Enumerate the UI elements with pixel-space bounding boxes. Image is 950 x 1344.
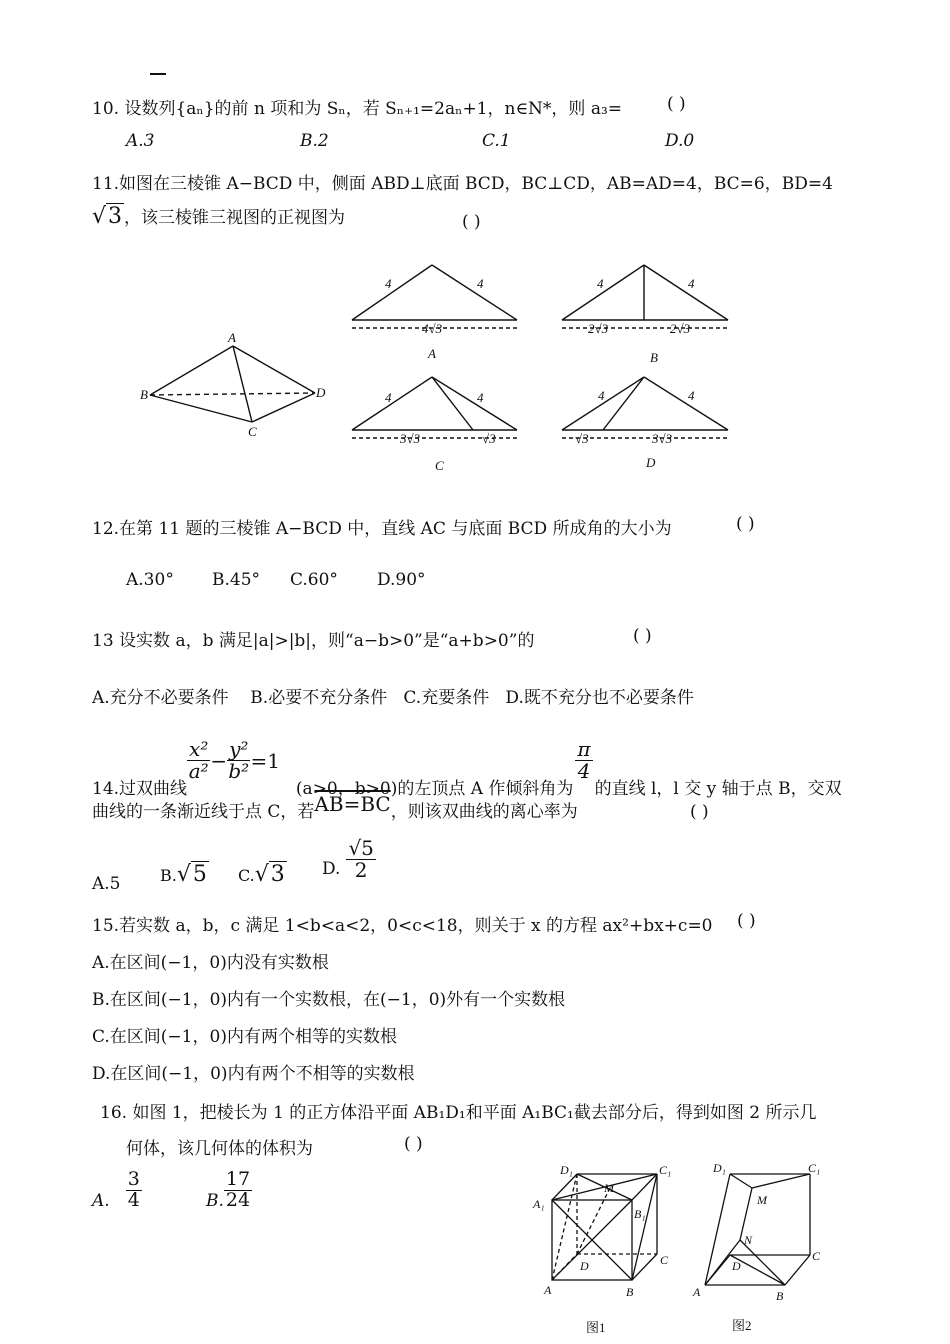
q10-option-a: A.3	[126, 131, 155, 151]
q14-option-d: D. $\frac{√5}{2}$	[322, 836, 374, 882]
optA-label: A	[428, 346, 436, 361]
fig1-c: C	[660, 1253, 669, 1267]
q15-option-b: B.在区间(−1，0)内有一个实数根，在(−1，0)外有一个实数根	[92, 990, 566, 1010]
q16-option-b: B. $\frac{17}{24}$	[206, 1168, 251, 1211]
q12-option-c: C.60°	[290, 570, 338, 590]
optC-label: C	[435, 458, 444, 473]
fig1-a1: A₁	[533, 1197, 545, 1211]
q11-bracket: ( )	[462, 212, 481, 232]
fig1-d1: D₁	[560, 1163, 573, 1177]
fig2-c: C	[812, 1249, 821, 1263]
fig2-m: M	[757, 1193, 767, 1207]
q12-option-d: D.90°	[377, 570, 426, 590]
q14-vector-eq: AB=BC	[314, 792, 391, 816]
optB-label: B	[650, 350, 658, 365]
optD-left: √3	[575, 431, 589, 446]
optC-side-right: 4	[477, 390, 484, 405]
tetra-label-b: B	[140, 387, 148, 402]
q16-bracket: ( )	[404, 1134, 423, 1154]
q13-stem: 13 设实数 a，b 满足|a|>|b|，则“a−b>0”是“a+b>0”的	[92, 631, 535, 651]
q15-option-c: C.在区间(−1，0)内有两个相等的实数根	[92, 1027, 397, 1047]
optA-base: 4√3	[422, 321, 443, 336]
tetra-label-d: D	[316, 385, 326, 400]
q11-stem-line1: 11.如图在三棱锥 A−BCD 中，侧面 ABD⊥底面 BCD，BC⊥CD，AB=AD=4，BC=6，BD=4	[92, 174, 833, 194]
q12-option-b: B.45°	[212, 570, 261, 590]
optB-left: 2√3	[588, 321, 609, 336]
tetra-label-c: C	[248, 424, 257, 439]
q14-line1: 14.过双曲线 $\frac{\text{x²}}{\text{a²}}$ − $\frac{\text{y²}}{\text{b²}}$ =1 (a>0，b>0)的左顶点 A 作倾斜角为 $\frac{\pi}{4}$ 的直线 l，l 交 y 轴于点 B，交双	[92, 737, 842, 799]
q10-bracket: ( )	[667, 94, 686, 114]
q15-option-a: A.在区间(−1，0)内没有实数根	[92, 953, 329, 973]
q10-stem: 10. 设数列{aₙ}的前 n 项和为 Sₙ，若 Sₙ₊₁=2aₙ+1，n∈N*，则 a₃=	[92, 99, 623, 119]
fig1-caption: 图1	[586, 1320, 606, 1335]
fig2-c1: C₁	[808, 1161, 821, 1175]
q12-option-a: A.30°	[126, 570, 174, 590]
fig1-b1: B₁	[634, 1207, 646, 1221]
q13-bracket: ( )	[633, 626, 652, 646]
q14-frac-x: $\frac{\text{x²}}{\text{a²}}$	[188, 737, 209, 783]
q16-figures	[530, 1160, 850, 1340]
fig1-d: D	[580, 1259, 589, 1273]
optB-right: 2√3	[670, 321, 691, 336]
optA-side-right: 4	[477, 276, 484, 291]
q14-bracket: ( )	[690, 802, 709, 822]
fig2-caption: 图2	[732, 1318, 752, 1333]
optC-side-left: 4	[385, 390, 392, 405]
q11-stem-line2: √3 ，该三棱锥三视图的正视图为	[92, 204, 346, 229]
q14-frac-y: $\frac{\text{y²}}{\text{b²}}$	[228, 737, 250, 783]
q16-stem-line2: 何体，该几何体的体积为	[126, 1139, 313, 1159]
q14-option-b: B.√5	[160, 862, 207, 887]
optD-label: D	[646, 455, 656, 470]
q15-bracket: ( )	[737, 911, 756, 931]
optC-left: 3√3	[400, 431, 421, 446]
q11-sqrt: √3	[92, 204, 123, 229]
q16-stem-line1: 16. 如图 1，把棱长为 1 的正方体沿平面 AB₁D₁和平面 A₁BC₁截去部分后，得到如图 2 所示几	[100, 1103, 817, 1123]
fig2-d: D	[732, 1259, 741, 1273]
q10-option-b: B.2	[300, 131, 329, 151]
fig2-b: B	[776, 1289, 784, 1303]
q15-stem: 15.若实数 a，b，c 满足 1<b<a<2，0<c<18，则关于 x 的方程 ax²+bx+c=0	[92, 916, 713, 936]
fig1-a: A	[544, 1283, 552, 1297]
q14-line2: 曲线的一条渐近线于点 C，若 AB=BC ，则该双曲线的离心率为	[92, 792, 578, 822]
q14-option-c: C.√3	[238, 862, 285, 887]
optC-right: √3	[482, 431, 496, 446]
q16-option-a: A. $\frac{3}{4}$	[92, 1168, 140, 1211]
q10-option-c: C.1	[482, 131, 511, 151]
fig2-d1: D₁	[713, 1161, 726, 1175]
fig2-n: N	[744, 1233, 753, 1247]
fig1-b: B	[626, 1285, 634, 1299]
optA-side-left: 4	[385, 276, 392, 291]
q12-bracket: ( )	[736, 514, 755, 534]
optD-side-left: 4	[598, 388, 605, 403]
q14-frac-pi: $\frac{\pi}{4}$	[577, 737, 591, 783]
fig1-c1: C₁	[659, 1163, 672, 1177]
q13-options: A.充分不必要条件 B.必要不充分条件 C.充要条件 D.既不充分也不必要条件	[92, 688, 694, 708]
fig1-m: M	[604, 1181, 614, 1195]
optB-side-right: 4	[688, 276, 695, 291]
optB-side-left: 4	[597, 276, 604, 291]
optD-side-right: 4	[688, 388, 695, 403]
q12-stem: 12.在第 11 题的三棱锥 A−BCD 中，直线 AC 与底面 BCD 所成角的大小为	[92, 519, 672, 539]
q11-figure	[130, 250, 750, 480]
q14-option-a: A.5	[92, 874, 121, 894]
q15-option-d: D.在区间(−1，0)内有两个不相等的实数根	[92, 1064, 415, 1084]
tetra-label-a: A	[228, 330, 236, 345]
q10-option-d: D.0	[665, 131, 695, 151]
top-dash	[150, 73, 166, 75]
optD-right: 3√3	[652, 431, 673, 446]
fig2-a: A	[693, 1285, 701, 1299]
